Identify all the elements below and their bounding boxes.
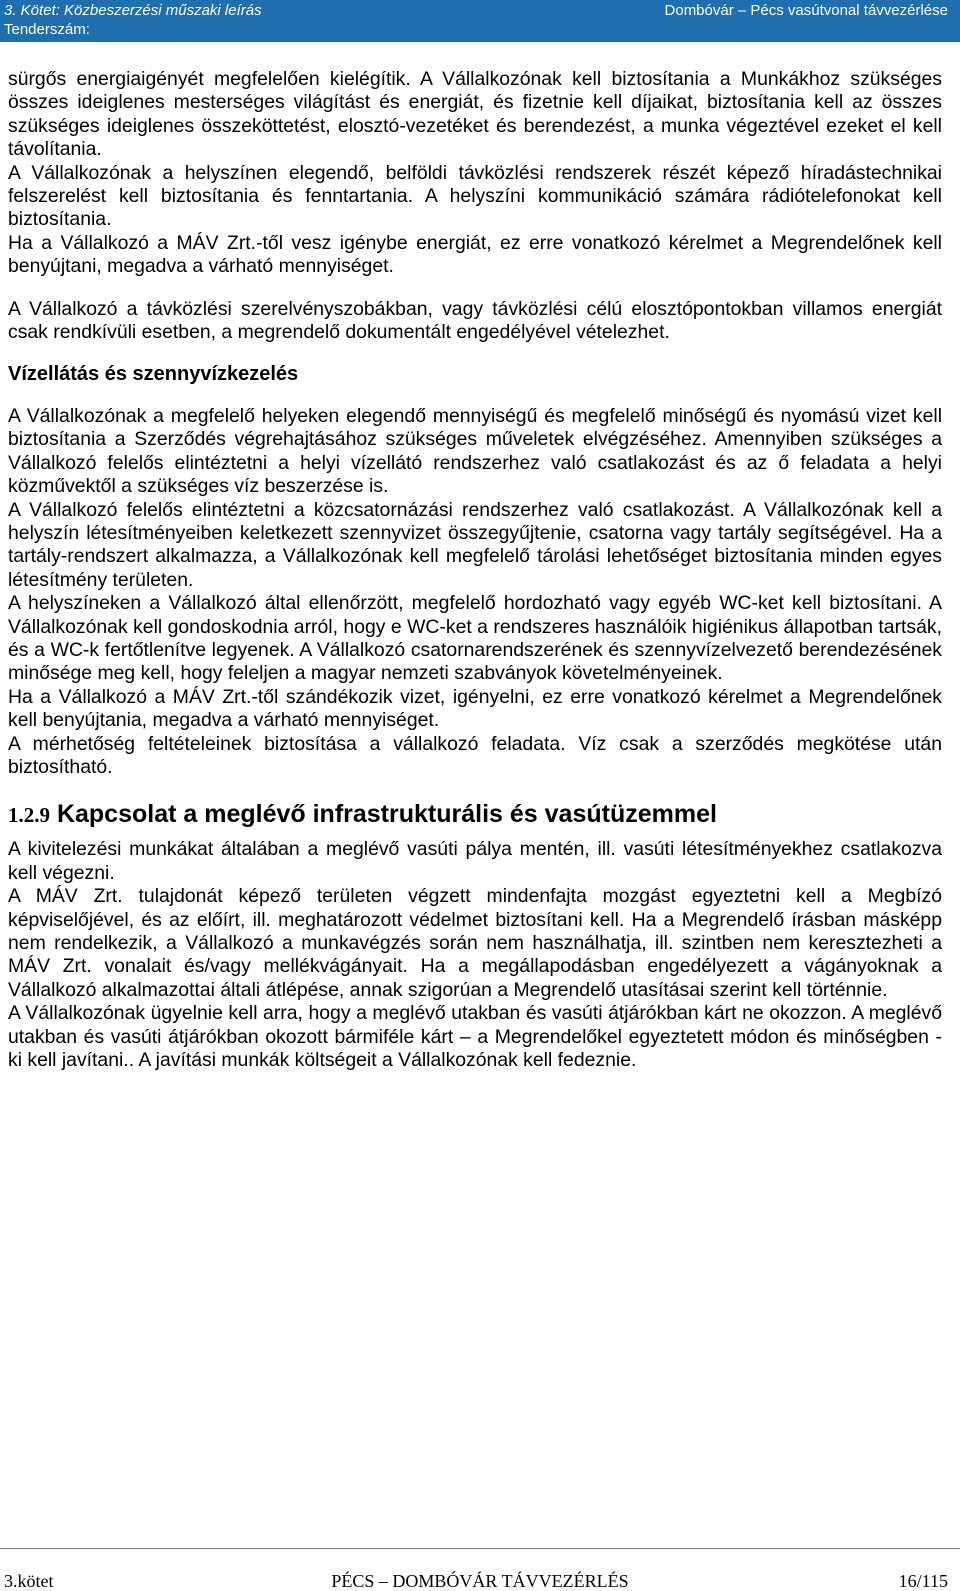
page-header [0,0,960,42]
paragraph-mav-energy-request: Ha a Vállalkozó a MÁV Zrt.-től vesz igénybe energiát, ez erre vonatkozó kérelmet a Megrendelőnek kell benyújtani, megadva a várható mennyiséget. [8,231,942,278]
paragraph-sewage: A Vállalkozó felelős elintéztetni a közcsatornázási rendszerhez való csatlakozást. A Vállalkozónak kell a helyszín létesítményeiben keletkezett szennyvizet összegyűjtenie, csatorna vagy tartály segítségével. Ha a tartály-rendszert alkalmazza, a Vállalkozónak kell megfelelő tárolási lehetőséget biztosítania minden egyes létesítmény területen. [8,498,942,591]
paragraph-mav-water-request: Ha a Vállalkozó a MÁV Zrt.-től szándékozik vizet, igényelni, ez erre vonatkozó kérelmet a Megrendelőnek kell benyújtania, megadva a várható mennyiséget. [8,685,942,732]
paragraph-water-supply: A Vállalkozónak a megfelelő helyeken elegendő mennyiségű és megfelelő minőségű és nyomású vizet kell biztosítania a Szerződés végrehajtásához szükséges műveletek elvégzéséhez. Amennyiben szükséges a Vállalkozó felelős elintéztetni a helyi vízellátó rendszerhez való csatlakozást és az ő feladata a helyi közművektől a szükséges víz beszerzése is. [8,404,942,498]
document-body [0,68,960,1072]
header-volume-title: 3. Kötet: Közbeszerzési műszaki leírás [4,2,262,19]
paragraph-road-damage: A Vállalkozónak ügyelnie kell arra, hogy a meglévő utakban és vasúti átjárókban kárt ne okozzon. A meglévő utakban és vasúti átjárókban okozott bármiféle kárt – a Megrendelőkel egyeztetett módon és minőségben - ki kell javítani.. A javítási munkák költségeit a Vállalkozónak kell fedeznie. [8,1002,942,1072]
header-tender-number: Tenderszám: [4,21,90,38]
paragraph-telecom-equipment: A Vállalkozónak a helyszínen elegendő, belföldi távközlési rendszerek részét képező híradástechnikai felszerelést kell biztosítania és fenntartania. A helyszíni kommunikáció számára rádiótelefonokat kell biztosítania. [8,161,942,231]
paragraph-construction-along-track: A kivitelezési munkákat általában a meglévő vasúti pálya mentén, ill. vasúti létesítményekhez csatlakozva kell végezni. [8,838,942,884]
paragraph-mav-territory: A MÁV Zrt. tulajdonát képező területen végzett mindenfajta mozgást egyeztetni kell a Megbízó képviselőjével, és az előírt, ill. meghatározott védelmet biztosítani kell. Ha a Megrendelő írásban másképp nem rendelkezik, a Vállalkozó a munkavégzés során nem használhatja, ill. szintben nem keresztezheti a MÁV Zrt. vonalait és/vagy mellékvágányait. Ha a megállapodásban engedélyezett a vágányoknak a Vállalkozó alkalmazottai általi átlépése, annak szigorúan a Megrendelő utasításai szerint kell történnie. [8,885,942,1001]
section-heading-water: Vízellátás és szennyvízkezelés [8,363,299,386]
page-footer [0,1548,960,1590]
section-heading-railway [0,799,960,830]
footer-volume: 3.kötet [4,1571,54,1591]
header-project-title: Dombóvár – Pécs vasútvonal távvezérlése [664,2,948,19]
paragraph-measurability: A mérhetőség feltételeinek biztosítása a vállalkozó feladata. Víz csak a szerződés megkötése után biztosítható. [8,732,942,778]
paragraph-telecom-rooms: A Vállalkozó a távközlési szerelvényszobákban, vagy távközlési célú elosztópontokban villamos energiát csak rendkívüli esetben, a megrendelő dokumentált engedélyével vételezhet. [8,297,942,344]
footer-title: PÉCS – DOMBÓVÁR TÁVVEZÉRLÉS [331,1571,629,1591]
paragraph-energy-lighting: sürgős energiaigényét megfelelően kielégítik. A Vállalkozónak kell biztosítania a Munkákhoz szükséges összes ideiglenes mesterséges világítást és energiát, és fizetnie kell díjaikat, biztosítania kell az összes szükséges ideiglenes összeköttetést, elosztó-vezetéket és berendezést, a munka végeztével ezeket el kell távolítania. [8,68,942,161]
section-title: Kapcsolat a meglévő infrastrukturális és vasútüzemmel [56,800,717,829]
footer-page-number: 16/115 [898,1571,948,1591]
section-number: 1.2.9 [8,803,50,828]
paragraph-wc: A helyszíneken a Vállalkozó által ellenőrzött, megfelelő hordozható vagy egyéb WC-ket kell biztosítani. A Vállalkozónak kell gondoskodnia arról, hogy e WC-ket a rendszeres használóik higiénikus állapotban tartsák, és a WC-k fertőtlenítve legyenek. A Vállalkozó csatornarendszerének és szennyvízelvezető berendezésének minősége meg kell, hogy feleljen a magyar nemzeti szabványok követelményeinek. [8,592,942,685]
